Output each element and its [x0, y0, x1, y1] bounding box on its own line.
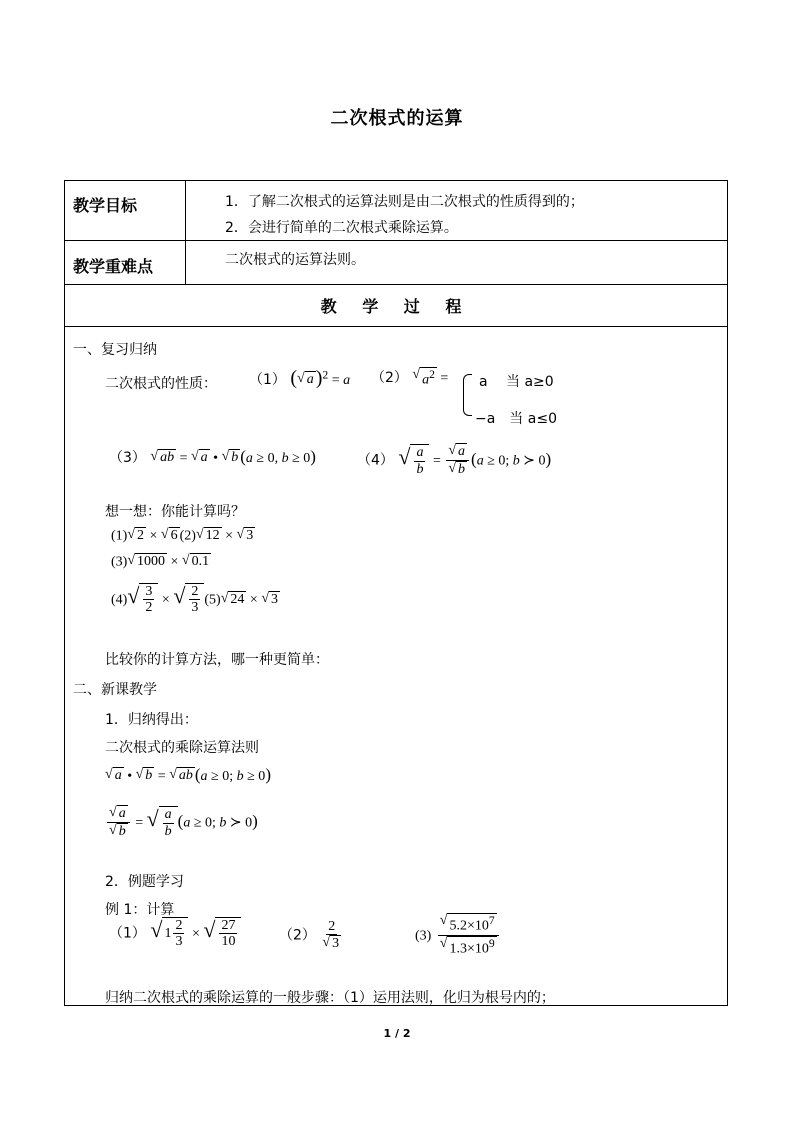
- step-2: 2．例题学习: [105, 874, 184, 890]
- lesson-table: [64, 180, 728, 1006]
- example-1: （1） √ 1 $\frac{2}{3}$ × √ $\frac{27}{10}$: [109, 917, 241, 950]
- property-4: （4） √ $\frac{a}{b}$ = √ a √ b (a ≥ 0; b ≻ 0): [357, 443, 552, 478]
- example-2: （2） 2 √ 3: [279, 919, 340, 952]
- row-divider: [65, 326, 727, 327]
- multiplication-rule: √ a • √ b = √ ab (a ≥ 0; b ≥ 0): [105, 765, 271, 784]
- exercise-label: (5): [204, 592, 221, 608]
- row-divider: [65, 240, 727, 241]
- compare-prompt: 比较你的计算方法，哪一种更简单：: [105, 652, 329, 668]
- example-1-tag: （1）: [109, 925, 146, 942]
- exercise-label: (4): [111, 592, 128, 608]
- page-number: 1 / 2: [383, 1027, 411, 1040]
- document-title: 二次根式的运算: [330, 108, 464, 129]
- row-divider: [65, 284, 727, 285]
- piecewise-brace: [463, 374, 472, 416]
- division-rule: √ a √ b = √ $\frac{a}{b}$ (a ≥ 0; b ≻ 0): [109, 805, 258, 840]
- section1-heading: 一、复习归纳: [73, 342, 157, 358]
- property-2: （2） √ $a^2$ =: [371, 367, 449, 388]
- objectives-label: 教学目标: [73, 196, 138, 215]
- section2-heading: 二、新课教学: [73, 682, 157, 698]
- property-3: （3） √ ab = √ a • √ b (a ≥ 0, b ≥ 0): [109, 447, 316, 466]
- exercise-line-3: (4) √ $\frac{3}{2}$ × √ $\frac{2}{3}$ (5) √ 24 × √ 3: [111, 583, 278, 616]
- example-2-tag: （2）: [279, 927, 316, 944]
- rule-title: 二次根式的乘除运算法则: [105, 740, 259, 756]
- property-3-tag: （3）: [109, 450, 146, 466]
- summary-text: 归纳二次根式的乘除运算的一般步骤：（1）运用法则，化归为根号内的；: [105, 990, 555, 1006]
- property-2-case-2: −a 当 a≤0: [475, 411, 557, 427]
- process-heading: 教 学 过 程: [320, 297, 472, 316]
- example-3: (3) √ $5.2\times 10^7$ √ $1.3\times 10^9$: [415, 913, 501, 958]
- property-1-tag: （1）: [249, 372, 286, 388]
- key-points-text: 二次根式的运算法则。: [225, 252, 365, 268]
- exercise-label: (2): [179, 528, 196, 544]
- think-prompt: 想一想：你能计算吗？: [105, 504, 245, 520]
- step-1: 1．归纳得出：: [105, 712, 198, 728]
- property-4-tag: （4）: [357, 452, 394, 469]
- objective-item: 1．了解二次根式的运算法则是由二次根式的性质得到的；: [225, 194, 584, 210]
- example-label: 例 1：计算: [105, 902, 175, 918]
- property-2-tag: （2）: [371, 370, 408, 386]
- property-1: （1） ( √ a )$^2$ = a: [249, 367, 351, 389]
- exercise-label: (1): [111, 528, 128, 544]
- exercise-label: (3): [111, 554, 128, 570]
- exercise-line-2: (3) √ 1000 × √ 0.1: [111, 553, 210, 570]
- exercise-line-1: (1) √ 2 × √ 6 (2) √ 12 × √ 3: [111, 527, 254, 544]
- objective-item: 2．会进行简单的二次根式乘除运算。: [225, 220, 458, 236]
- column-divider: [185, 181, 186, 284]
- example-3-tag: (3): [415, 928, 432, 944]
- property-2-case-1: a 当 a≥0: [479, 374, 554, 390]
- properties-label: 二次根式的性质：: [105, 376, 217, 392]
- key-points-label: 教学重难点: [73, 257, 154, 276]
